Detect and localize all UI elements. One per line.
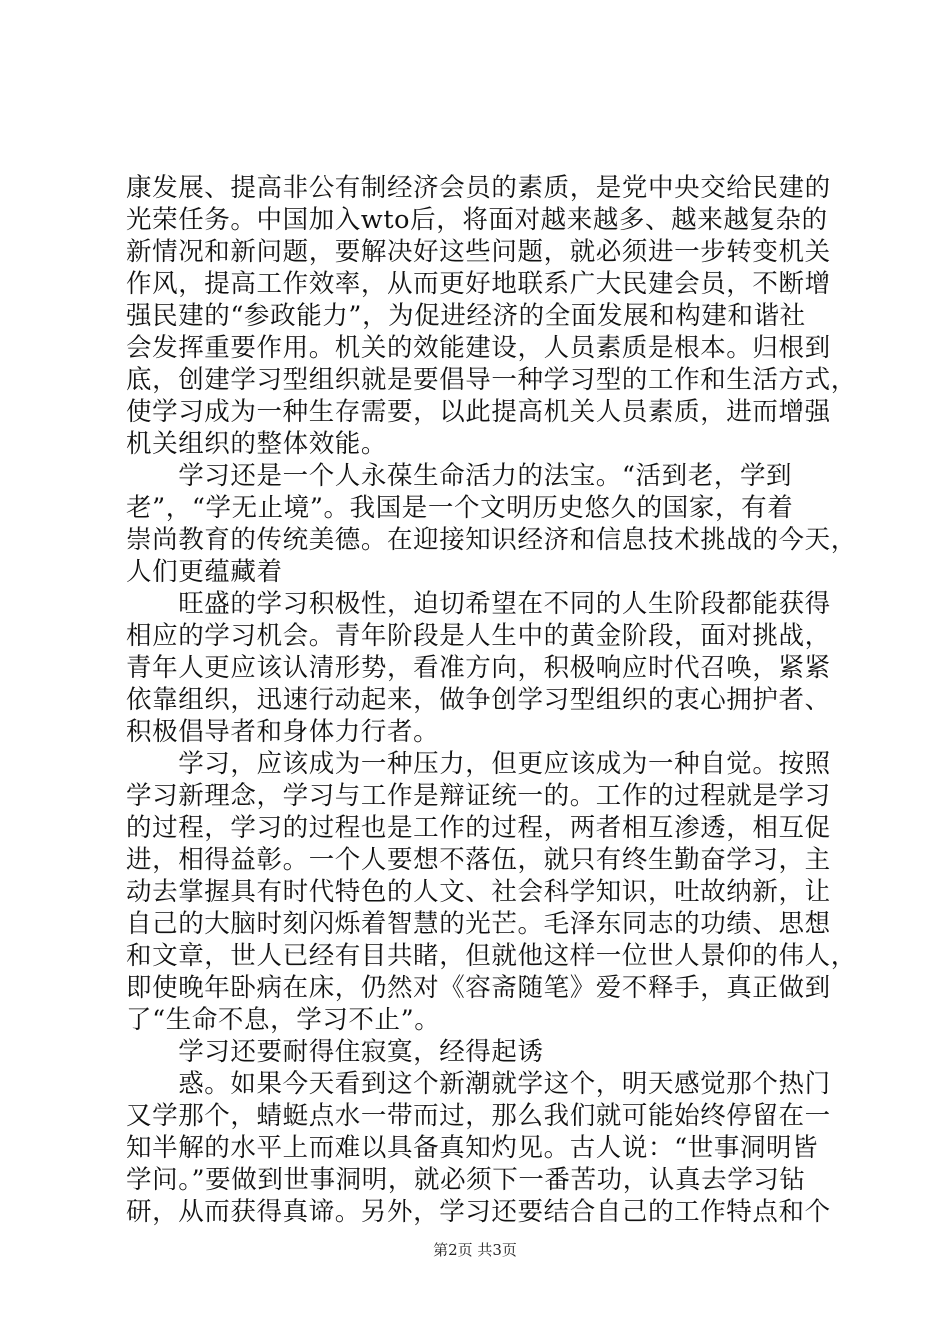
text-line: 学习，应该成为一种压力，但更应该成为一种自觉。按照 [126,749,831,779]
text-line: 自己的大脑时刻闪烁着智慧的光芒。毛泽东同志的功绩、思想 [126,909,831,939]
text-line: 崇尚教育的传统美德。在迎接知识经济和信息技术挑战的今天， [126,525,857,555]
text-line: 学习还要耐得住寂寞，经得起诱 [126,1037,544,1067]
text-line: 强民建的“参政能力”，为促进经济的全面发展和构建和谐社 [126,301,806,331]
text-line: 的过程，学习的过程也是工作的过程，两者相互渗透，相互促 [126,813,831,843]
text-line: 学习新理念，学习与工作是辩证统一的。工作的过程就是学习 [126,781,831,811]
text-line: 使学习成为一种生存需要，以此提高机关人员素质，进而增强 [126,397,831,427]
text-line: 青年人更应该认清形势，看准方向，积极响应时代召唤，紧紧 [126,653,831,683]
page-number-label: 第2页 共3页 [433,1241,517,1259]
text-line: 底，创建学习型组织就是要倡导一种学习型的工作和生活方式， [126,365,857,395]
text-line: 康发展、提高非公有制经济会员的素质，是党中央交给民建的 [126,173,831,203]
page-footer [0,1240,950,1260]
text-line: 学习还是一个人永葆生命活力的法宝。“活到老，学到 [126,461,793,491]
text-line: 人们更蕴藏着 [126,557,283,587]
text-line: 又学那个，蜻蜓点水一带而过，那么我们就可能始终停留在一 [126,1101,831,1131]
text-line: 会发挥重要作用。机关的效能建设，人员素质是根本。归根到 [126,333,831,363]
text-line: 和文章，世人已经有目共睹，但就他这样一位世人景仰的伟人， [126,941,857,971]
text-line: 机关组织的整体效能。 [126,429,388,459]
text-line: 研，从而获得真谛。另外，学习还要结合自己的工作特点和个 [126,1197,831,1227]
text-line: 新情况和新问题，要解决好这些问题，就必须进一步转变机关 [126,237,831,267]
text-line: 光荣任务。中国加入wto后，将面对越来越多、越来越复杂的 [126,205,828,235]
text-line: 知半解的水平上而难以具备真知灼见。古人说：“世事洞明皆 [126,1133,819,1163]
text-line: 依靠组织，迅速行动起来，做争创学习型组织的衷心拥护者、 [126,685,831,715]
text-line: 学问。”要做到世事洞明，就必须下一番苦功，认真去学习钻 [126,1165,806,1195]
text-line: 动去掌握具有时代特色的人文、社会科学知识，吐故纳新，让 [126,877,831,907]
text-line: 惑。如果今天看到这个新潮就学这个，明天感觉那个热门 [126,1069,831,1099]
text-line: 即使晚年卧病在床，仍然对《容斋随笔》爱不释手，真正做到 [126,973,831,1003]
text-line: 了“生命不息，学习不止”。 [126,1005,441,1035]
text-line: 相应的学习机会。青年阶段是人生中的黄金阶段，面对挑战， [126,621,831,651]
text-line: 旺盛的学习积极性，迫切希望在不同的人生阶段都能获得 [126,589,831,619]
body-text [126,172,857,1228]
text-line: 进，相得益彰。一个人要想不落伍，就只有终生勤奋学习，主 [126,845,831,875]
text-line: 老”，“学无止境”。我国是一个文明历史悠久的国家，有着 [126,493,794,523]
text-line: 作风，提高工作效率，从而更好地联系广大民建会员，不断增 [126,269,831,299]
text-line: 积极倡导者和身体力行者。 [126,717,440,747]
